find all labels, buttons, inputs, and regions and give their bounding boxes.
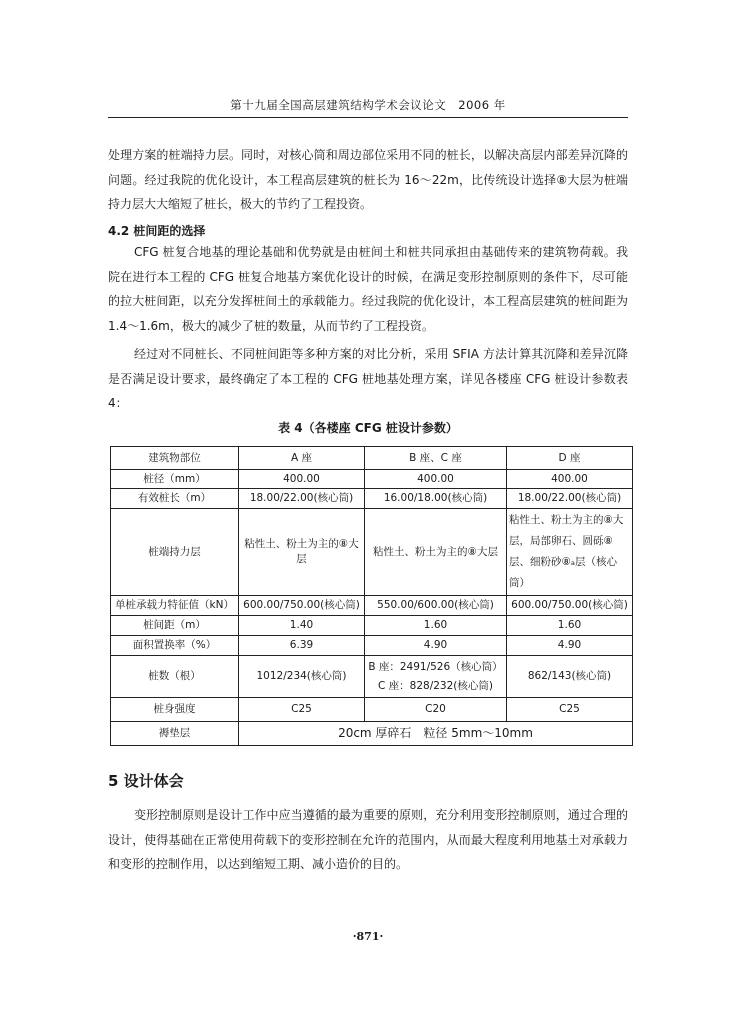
- table-4-caption: 表 4（各楼座 CFG 桩设计参数）: [278, 421, 458, 435]
- table-cell: 4.90: [507, 636, 633, 656]
- row-label: 桩径（mm）: [111, 470, 239, 489]
- table-cell: 16.00/18.00(核心筒): [365, 489, 507, 509]
- column-header: A 座: [239, 447, 365, 470]
- table-cell: 600.00/750.00(核心筒): [239, 596, 365, 616]
- pile-count-b: B 座：2491/526（核心筒）: [368, 660, 503, 673]
- table-row: [111, 656, 633, 698]
- pile-count-c: C 座：828/232(核心筒): [378, 679, 493, 692]
- table-cell: C20: [365, 698, 507, 722]
- table-header-row: [111, 447, 633, 470]
- section-5-paragraph: 变形控制原则是设计工作中应当遵循的最为重要的原则，充分利用变形控制原则，通过合理的设计，使得基础在正常使用荷载下的变形控制在允许的范围内，从而最大程度利用地基土对承载力和变形的控制作用，以达到缩短工期、减小造价的目的。: [108, 808, 628, 871]
- table-cell: 1.60: [365, 616, 507, 636]
- table-cell: 550.00/600.00(核心筒): [365, 596, 507, 616]
- section-4-2-paragraph-2: 经过对不同桩长、不同桩间距等多种方案的对比分析，采用 SFIA 方法计算其沉降和差异沉降是否满足设计要求，最终确定了本工程的 CFG 桩地基处理方案，详见各楼座 CFG 桩设计参数表 4：: [108, 347, 628, 410]
- page-number: ·871·: [352, 930, 384, 943]
- table-row: [111, 596, 633, 616]
- table-cell: 862/143(核心筒): [507, 656, 633, 698]
- table-row: [111, 636, 633, 656]
- table-cell: 1.60: [507, 616, 633, 636]
- section-4-2-title: 4.2 桩间距的选择: [108, 224, 206, 238]
- table-row: [111, 722, 633, 746]
- table-row: [111, 489, 633, 509]
- table-cell: 6.39: [239, 636, 365, 656]
- table-4: [110, 446, 633, 746]
- table-cell: 400.00: [239, 470, 365, 489]
- row-label: 褥垫层: [111, 722, 239, 746]
- section-4-2-paragraph-1: CFG 桩复合地基的理论基础和优势就是由桩间土和桩共同承担由基础传来的建筑物荷载。我院在进行本工程的 CFG 桩复合地基方案优化设计的时候，在满足变形控制原则的条件下，尽可能的拉大桩间距，以充分发挥桩间土的承载能力。经过我院的优化设计，本工程高层建筑的桩间距为 1.4～1.6m，极大的减少了桩的数量，从而节约了工程投资。: [108, 245, 628, 333]
- intro-paragraph: 处理方案的桩端持力层。同时，对核心筒和周边部位采用不同的桩长，以解决高层内部差异沉降的问题。经过我院的优化设计，本工程高层建筑的桩长为 16～22m，比传统设计选择⑧大层为桩端持力层大大缩短了桩长，极大的节约了工程投资。: [108, 148, 628, 211]
- table-cell: 1012/234(核心筒): [239, 656, 365, 698]
- row-label: 桩数（根）: [111, 656, 239, 698]
- header-rule: [108, 117, 628, 118]
- table-cell: 600.00/750.00(核心筒): [507, 596, 633, 616]
- column-header: B 座、C 座: [365, 447, 507, 470]
- table-cell: 1.40: [239, 616, 365, 636]
- table-cell: C25: [507, 698, 633, 722]
- table-cell: 400.00: [365, 470, 507, 489]
- section-5-title: 5 设计体会: [108, 772, 184, 790]
- table-cell: 粘性土、粉土为主的⑧大层: [365, 509, 507, 596]
- table-row: [111, 509, 633, 596]
- row-label: 桩身强度: [111, 698, 239, 722]
- table-cell: 18.00/22.00(核心筒): [507, 489, 633, 509]
- row-label: 有效桩长（m）: [111, 489, 239, 509]
- table-row: [111, 698, 633, 722]
- table-cell: 18.00/22.00(核心筒): [239, 489, 365, 509]
- column-header: 建筑物部位: [111, 447, 239, 470]
- row-label: 桩间距（m）: [111, 616, 239, 636]
- column-header: D 座: [507, 447, 633, 470]
- table-cell: 粘性土、粉土为主的⑧大层，局部卵石、圆砾⑧层、细粉砂⑧ₐ层（核心筒）: [507, 509, 633, 596]
- row-label: 桩端持力层: [111, 509, 239, 596]
- running-header: 第十九届全国高层建筑结构学术会议论文 2006 年: [230, 98, 506, 112]
- table-row: [111, 616, 633, 636]
- row-label: 单桩承载力特征值（kN）: [111, 596, 239, 616]
- row-label: 面积置换率（%）: [111, 636, 239, 656]
- table-cell: 20cm 厚碎石 粒径 5mm～10mm: [239, 722, 633, 746]
- table-row: [111, 470, 633, 489]
- table-cell: 粘性土、粉土为主的⑧大层: [239, 509, 365, 596]
- table-cell: 400.00: [507, 470, 633, 489]
- table-cell: 4.90: [365, 636, 507, 656]
- table-cell: [365, 656, 507, 698]
- table-cell: C25: [239, 698, 365, 722]
